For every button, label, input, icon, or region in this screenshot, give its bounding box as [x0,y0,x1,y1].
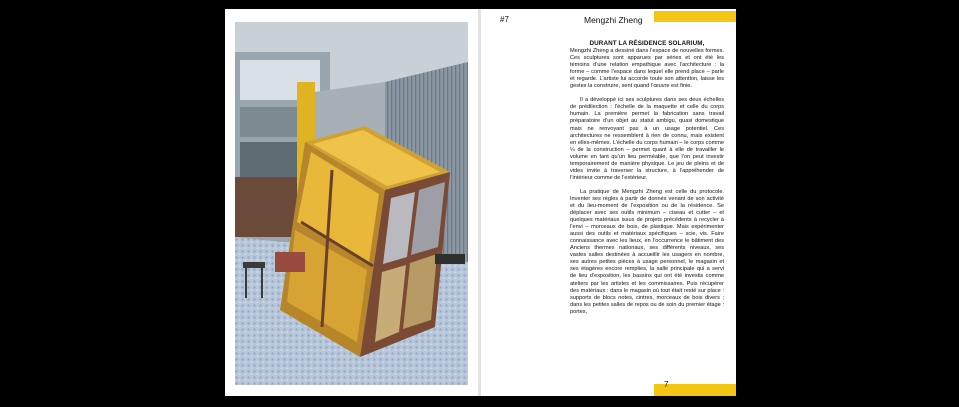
paragraph: Il a développé ici ses sculptures dans ses deux échelles de prédilection : l’échelle de la maquette et celle du corps humain. La première permet la fabrication sans travail préparatoire d’un objet au statut ambigu, quasi domestique mais ne renvoyant pas à un usage potentiel. Ces architectures ne ressemblent à rien de connu, mais existent en elles-mêmes. L’échelle du corps humain – le corps comme ¼ de la construction – permet quant à elle de travailler le volume en tant qu’un lieu perméable, que l’on peut investir temporairement de manière physique. Le jeu de pleins et de vides invite à traverser la structure, à l’appréhender de l’intérieur comme de l’extérieur. [570,97,724,181]
sculpture-photo-image [235,22,468,385]
accent-bar-top [654,11,736,22]
sculpture-photo [235,22,468,385]
left-page [225,9,478,396]
right-page [481,9,736,396]
page-number: 7 [664,380,669,389]
paragraph: Mengzhi Zheng a dessiné dans l’espace de nouvelles formes. Ces sculptures sont apparues par séries et ont été les témoins d’une relation empathique avec l’architecture : la forme – comme l’espace dans lequel elle prend place – parle et regarde. L’artiste lui accorde toute son attention, laisse les gestes la construire, sent quand l’œuvre est finie. [570,48,724,90]
body-text-column [570,40,724,323]
lead-heading: DURANT LA RÉSIDENCE SOLARIUM, [589,40,705,47]
paragraph: La pratique de Mengzhi Zheng est celle du protocole. Inventer ses règles à partir de donnés venant de son activité et du lieu-moment de l’exposition ou de la résidence. Se déplacer avec ses outils minimum – ciseau et cutter – et quelques matériaux issus de projets précédents à recycler à l’envi – morceaux de bois, de plastique. Mais expérimenter aussi des outils et matériaux spécifiques – scie, vis. Faire connaissance avec les lieux, en l’occurrence le bâtiment des Anciens thermes nationaux, ses différents niveaux, ses vastes salles destinées à accueillir les usagers en nombre, ses autres petites pièces à usage personnel, le magasin et ses étagères encore remplies, la salle principale qui a servi de lieu d’exposition, les bassins qui ont été investis comme ateliers par les artistes et les commissaires. Puis récupérer des matériaux : dans le magasin où tout était resté sur place : supports de blocs notes, cintres, morceaux de bois divers ; dans les petites salles de repos ou de soin du premier étage : portes, [570,188,724,315]
folio-label: #7 [500,15,509,24]
running-head: Mengzhi Zheng [584,15,643,25]
